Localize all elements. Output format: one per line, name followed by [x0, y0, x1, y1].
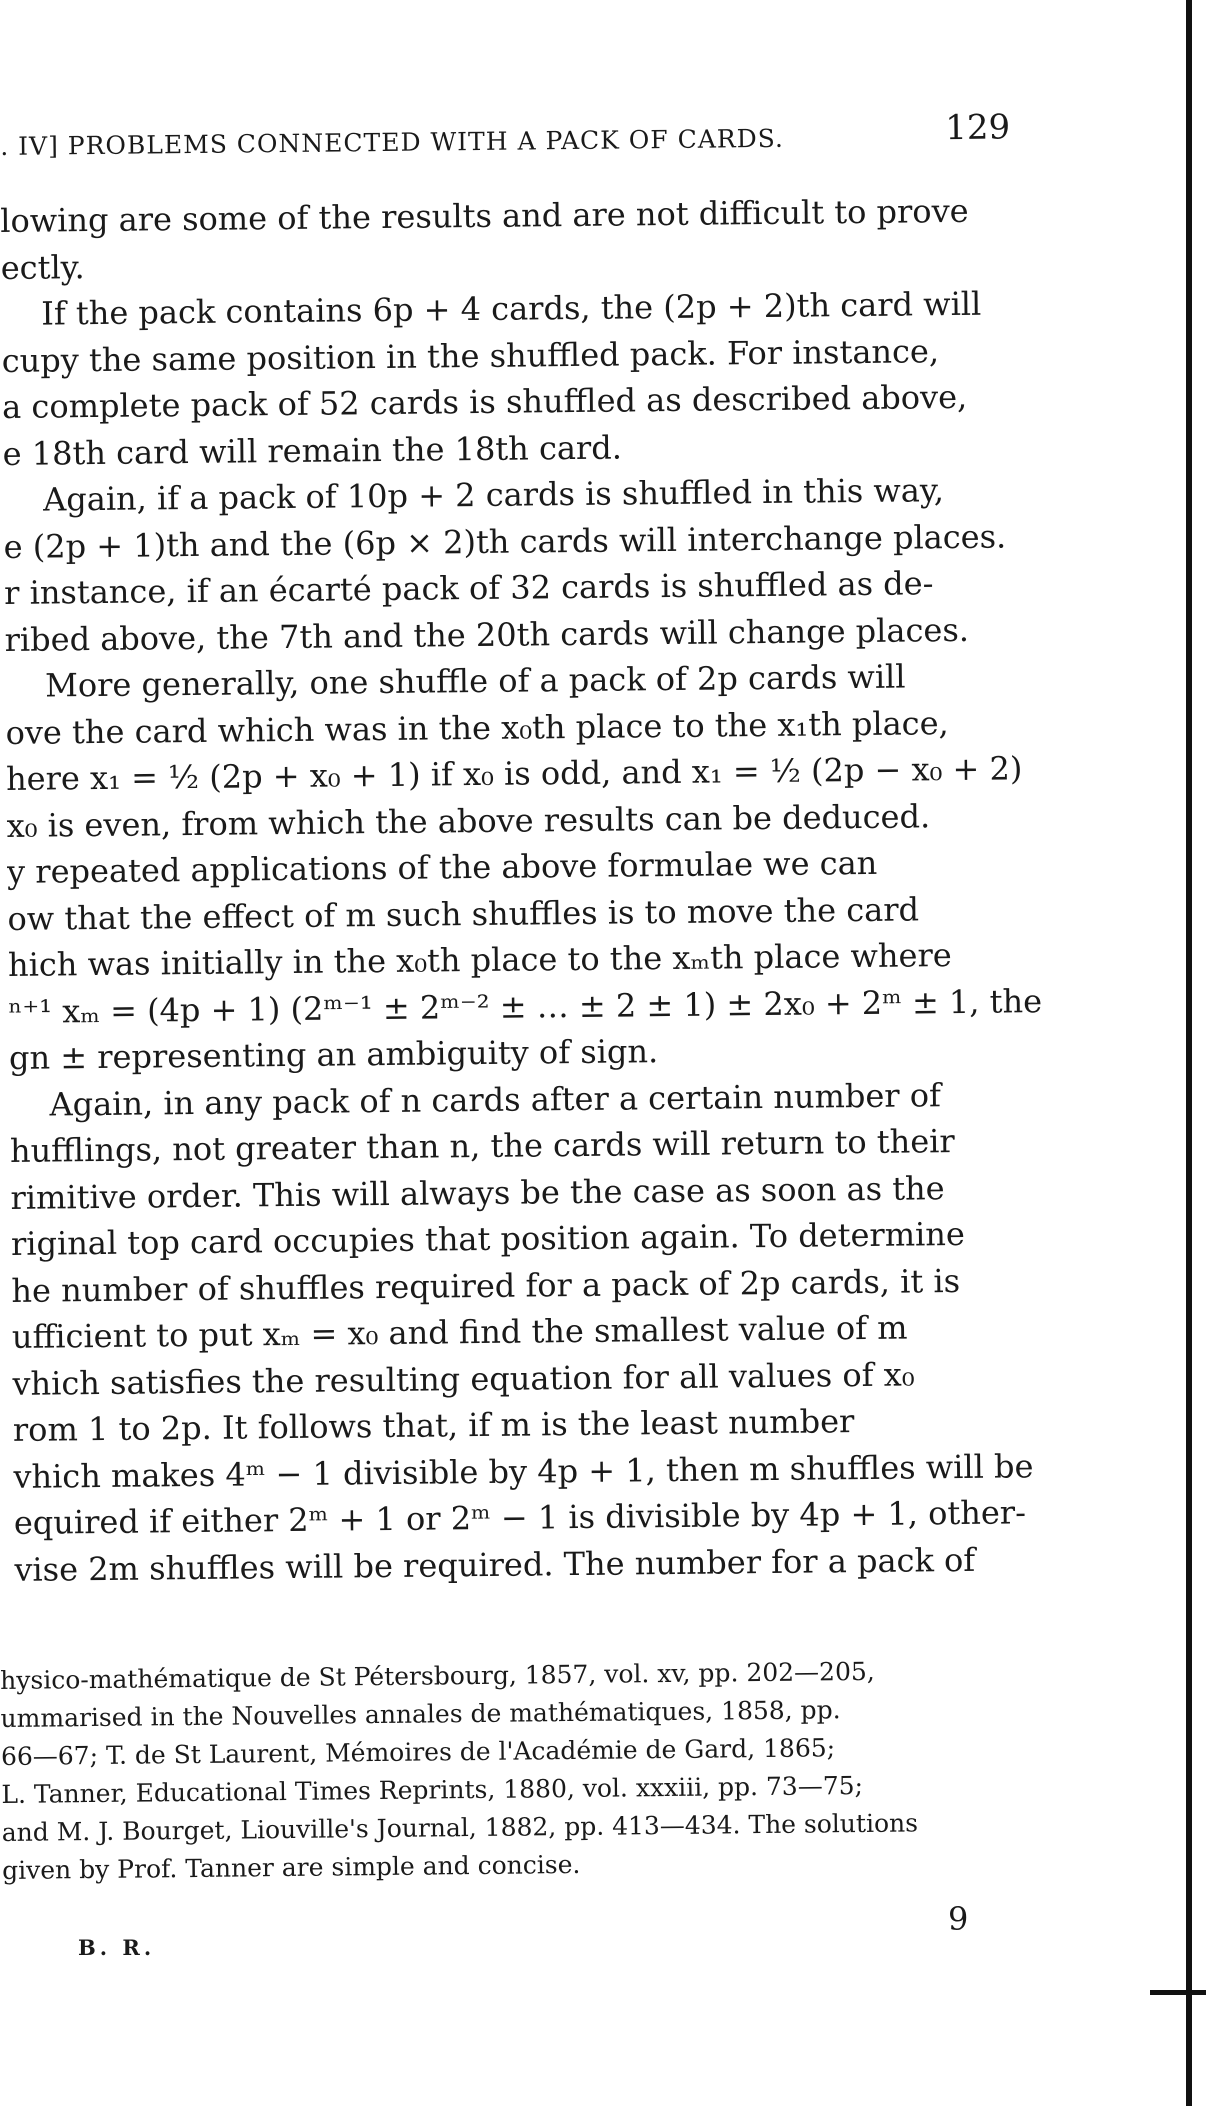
page-corner-rule	[1150, 1990, 1206, 1995]
signature-mark: B. R.	[78, 1935, 156, 1960]
body-line: Again, if a pack of 10p + 2 cards is shuffled in this way,	[42, 471, 945, 519]
body-line: cupy the same position in the shuffled pack. For instance,	[1, 331, 940, 380]
body-line: ribed above, the 7th and the 20th cards will change places.	[4, 610, 970, 659]
body-line: e (2p + 1)th and the (6p × 2)th cards will interchange places.	[3, 516, 1007, 566]
footnote-line: 66—67; T. de St Laurent, Mémoires de l'Académie de Gard, 1865;	[0, 1733, 836, 1771]
page-edge-rule	[1186, 0, 1192, 2106]
running-head: . IV] PROBLEMS CONNECTED WITH A PACK OF CARDS.	[0, 123, 784, 161]
body-line: a complete pack of 52 cards is shuffled as described above,	[1, 377, 968, 426]
body-line: ectly.	[0, 247, 85, 287]
body-line: e 18th card will remain the 18th card.	[2, 428, 623, 473]
footnote-line: given by Prof. Tanner are simple and concise.	[2, 1849, 581, 1885]
footnote-line: ummarised in the Nouvelles annales de mathématiques, 1858, pp.	[0, 1695, 841, 1733]
body-line: equired if either 2ᵐ + 1 or 2ᵐ − 1 is divisible by 4p + 1, other-	[13, 1493, 1027, 1542]
body-line: vhich makes 4ᵐ − 1 divisible by 4p + 1, then m shuffles will be	[13, 1446, 1034, 1496]
body-line: riginal top card occupies that position again. To determine	[10, 1214, 966, 1263]
body-line: rom 1 to 2p. It follows that, if m is the least number	[12, 1402, 855, 1449]
body-line: vise 2m shuffles will be required. The number for a pack of	[14, 1540, 976, 1589]
body-line: he number of shuffles required for a pack of 2p cards, it is	[11, 1261, 961, 1310]
body-line: here x₁ = ½ (2p + x₀ + 1) if x₀ is odd, and x₁ = ½ (2p − x₀ + 2)	[5, 749, 1023, 798]
body-line: ow that the effect of m such shuffles is to move the card	[7, 889, 920, 938]
body-line: More generally, one shuffle of a pack of 2p cards will	[44, 657, 906, 705]
sheet-number: 9	[948, 1900, 969, 1938]
page-number: 129	[945, 107, 1011, 149]
body-line: x₀ is even, from which the above results can be deduced.	[6, 796, 931, 845]
body-line: rimitive order. This will always be the case as soon as the	[10, 1168, 945, 1217]
body-line: y repeated applications of the above formulae we can	[6, 843, 878, 891]
page-header	[0, 107, 1030, 168]
footnote-line: and M. J. Bourget, Liouville's Journal, 1882, pp. 413—434. The solutions	[1, 1808, 919, 1847]
body-line: gn ± representing an ambiguity of sign.	[8, 1032, 659, 1077]
body-line: lowing are some of the results and are not difficult to prove	[0, 191, 969, 240]
body-line: Again, in any pack of n cards after a certain number of	[49, 1075, 942, 1124]
body-line: ufficient to put xₘ = x₀ and find the smallest value of m	[11, 1308, 908, 1356]
body-line: hufflings, not greater than n, the cards will return to their	[9, 1122, 955, 1170]
body-line: If the pack contains 6p + 4 cards, the (2p + 2)th card will	[41, 284, 982, 333]
body-line: vhich satisfies the resulting equation for all values of x₀	[12, 1354, 915, 1403]
body-line: ove the card which was in the x₀th place to the x₁th place,	[5, 703, 949, 752]
footnote-block	[0, 1651, 1052, 1890]
footnote-line: hysico-mathématique de St Pétersbourg, 1857, vol. xv, pp. 202—205,	[0, 1656, 875, 1695]
body-line: ⁿ⁺¹ xₘ = (4p + 1) (2ᵐ⁻¹ ± 2ᵐ⁻² ± … ± 2 ± 1) ± 2x₀ + 2ᵐ ± 1, the	[8, 981, 1043, 1031]
body-text	[0, 187, 1055, 1593]
footnote-line: L. Tanner, Educational Times Reprints, 1880, vol. xxxiii, pp. 73—75;	[1, 1770, 864, 1809]
body-line: r instance, if an écarté pack of 32 cards is shuffled as de-	[3, 564, 934, 612]
body-line: hich was initially in the x₀th place to the xₘth place where	[7, 936, 952, 984]
